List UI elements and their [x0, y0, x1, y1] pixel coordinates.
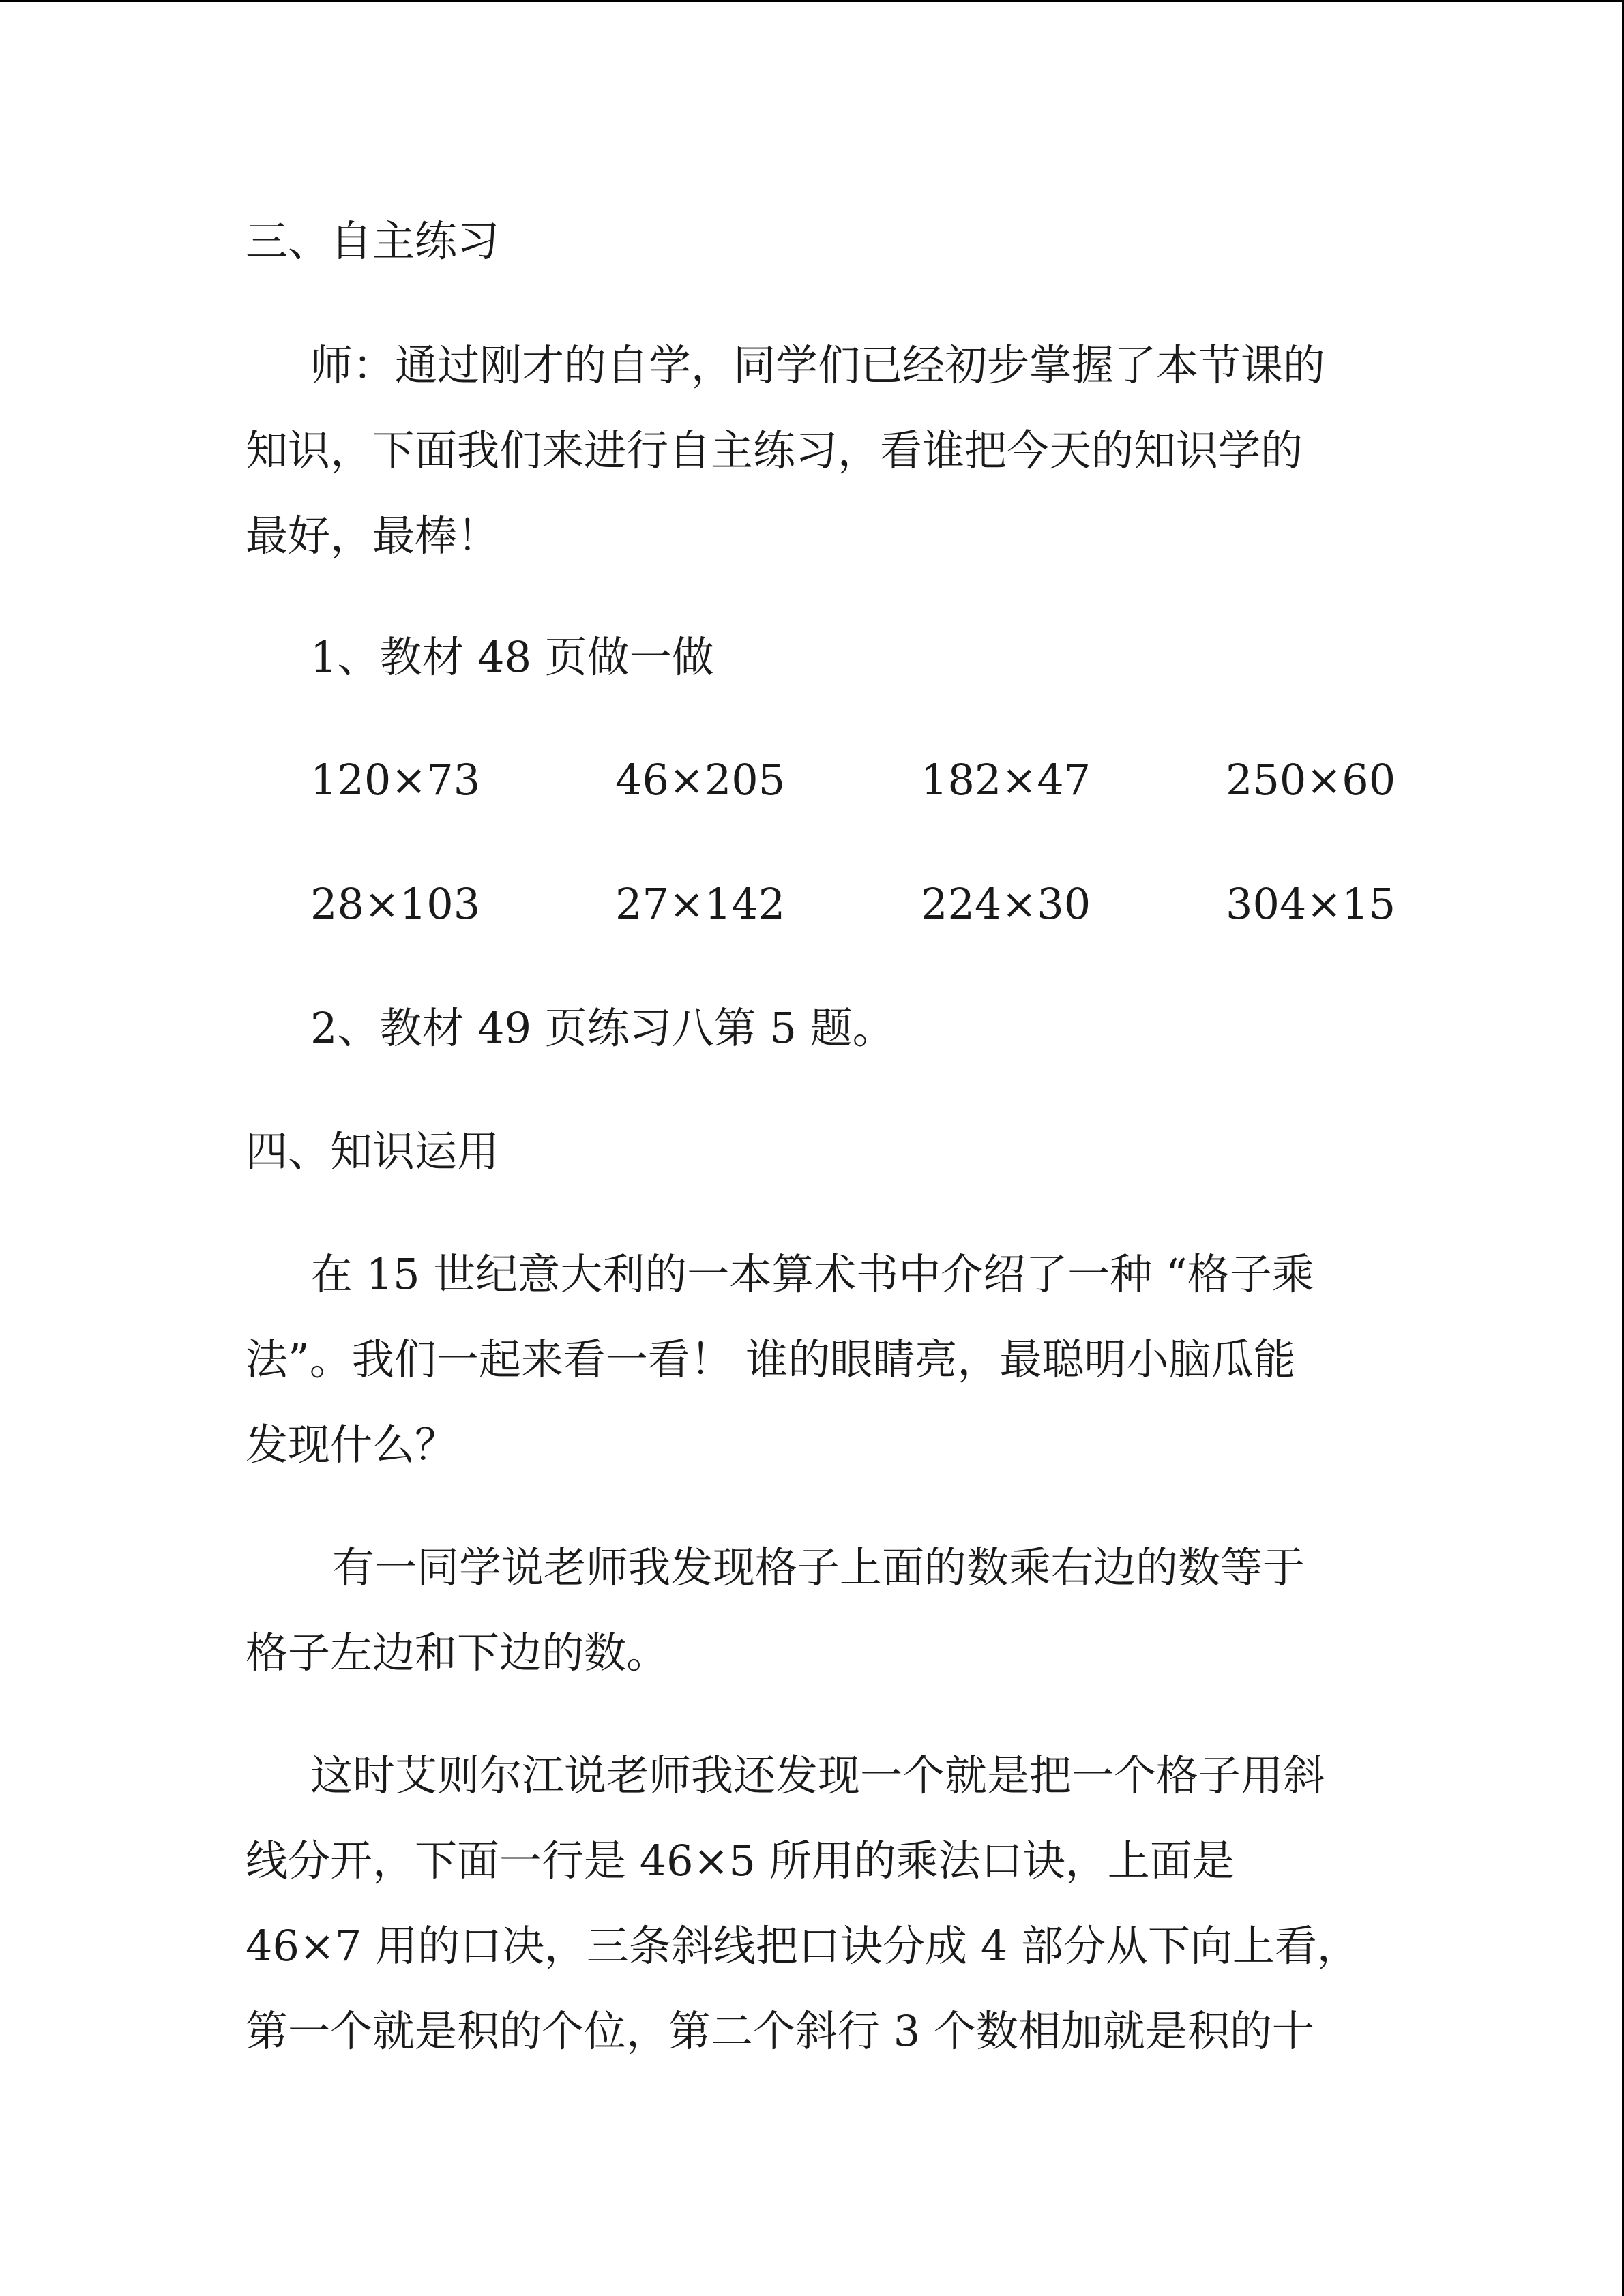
para2-line-1: 有一同学说老师我发现格子上面的数乘右边的数等于 — [332, 1542, 1305, 1592]
problem-cell: 120×73 — [310, 755, 481, 805]
para1-line-1: 在 15 世纪意大利的一本算术书中介绍了一种 “格子乘 — [310, 1249, 1314, 1299]
intro-line-1: 师：通过刚才的自学，同学们已经初步掌握了本节课的 — [310, 340, 1326, 390]
problem-cell: 224×30 — [921, 879, 1091, 929]
problem-cell: 182×47 — [921, 755, 1091, 805]
intro-line-2: 知识，下面我们来进行自主练习，看谁把今天的知识学的 — [246, 426, 1303, 475]
section-4-heading: 四、知识运用 — [246, 1127, 500, 1176]
exercise-item-1: 1、教材 48 页做一做 — [310, 632, 714, 682]
problem-cell: 250×60 — [1226, 755, 1396, 805]
intro-line-3: 最好，最棒！ — [246, 511, 500, 561]
exercise-item-2: 2、教材 49 页练习八第 5 题。 — [310, 1003, 895, 1053]
para3-line-3: 46×7 用的口决，三条斜线把口诀分成 4 部分从下向上看， — [246, 1921, 1359, 1971]
problem-cell: 28×103 — [310, 879, 481, 929]
para2-line-2: 格子左边和下边的数。 — [246, 1628, 669, 1678]
section-3-heading: 三、自主练习 — [246, 216, 500, 266]
para1-line-2: 法”。我们一起来看一看！ 谁的眼睛亮，最聪明小脑瓜能 — [246, 1335, 1296, 1384]
para3-line-1: 这时艾则尔江说老师我还发现一个就是把一个格子用斜 — [310, 1750, 1326, 1800]
problem-cell: 46×205 — [615, 755, 786, 805]
para3-line-2: 线分开，下面一行是 46×5 所用的乘法口诀，上面是 — [246, 1836, 1235, 1885]
para1-line-3: 发现什么？ — [246, 1420, 458, 1470]
problem-cell: 304×15 — [1226, 879, 1396, 929]
para3-line-4: 第一个就是积的个位，第二个斜行 3 个数相加就是积的十 — [246, 2006, 1314, 2056]
problem-cell: 27×142 — [615, 879, 786, 929]
